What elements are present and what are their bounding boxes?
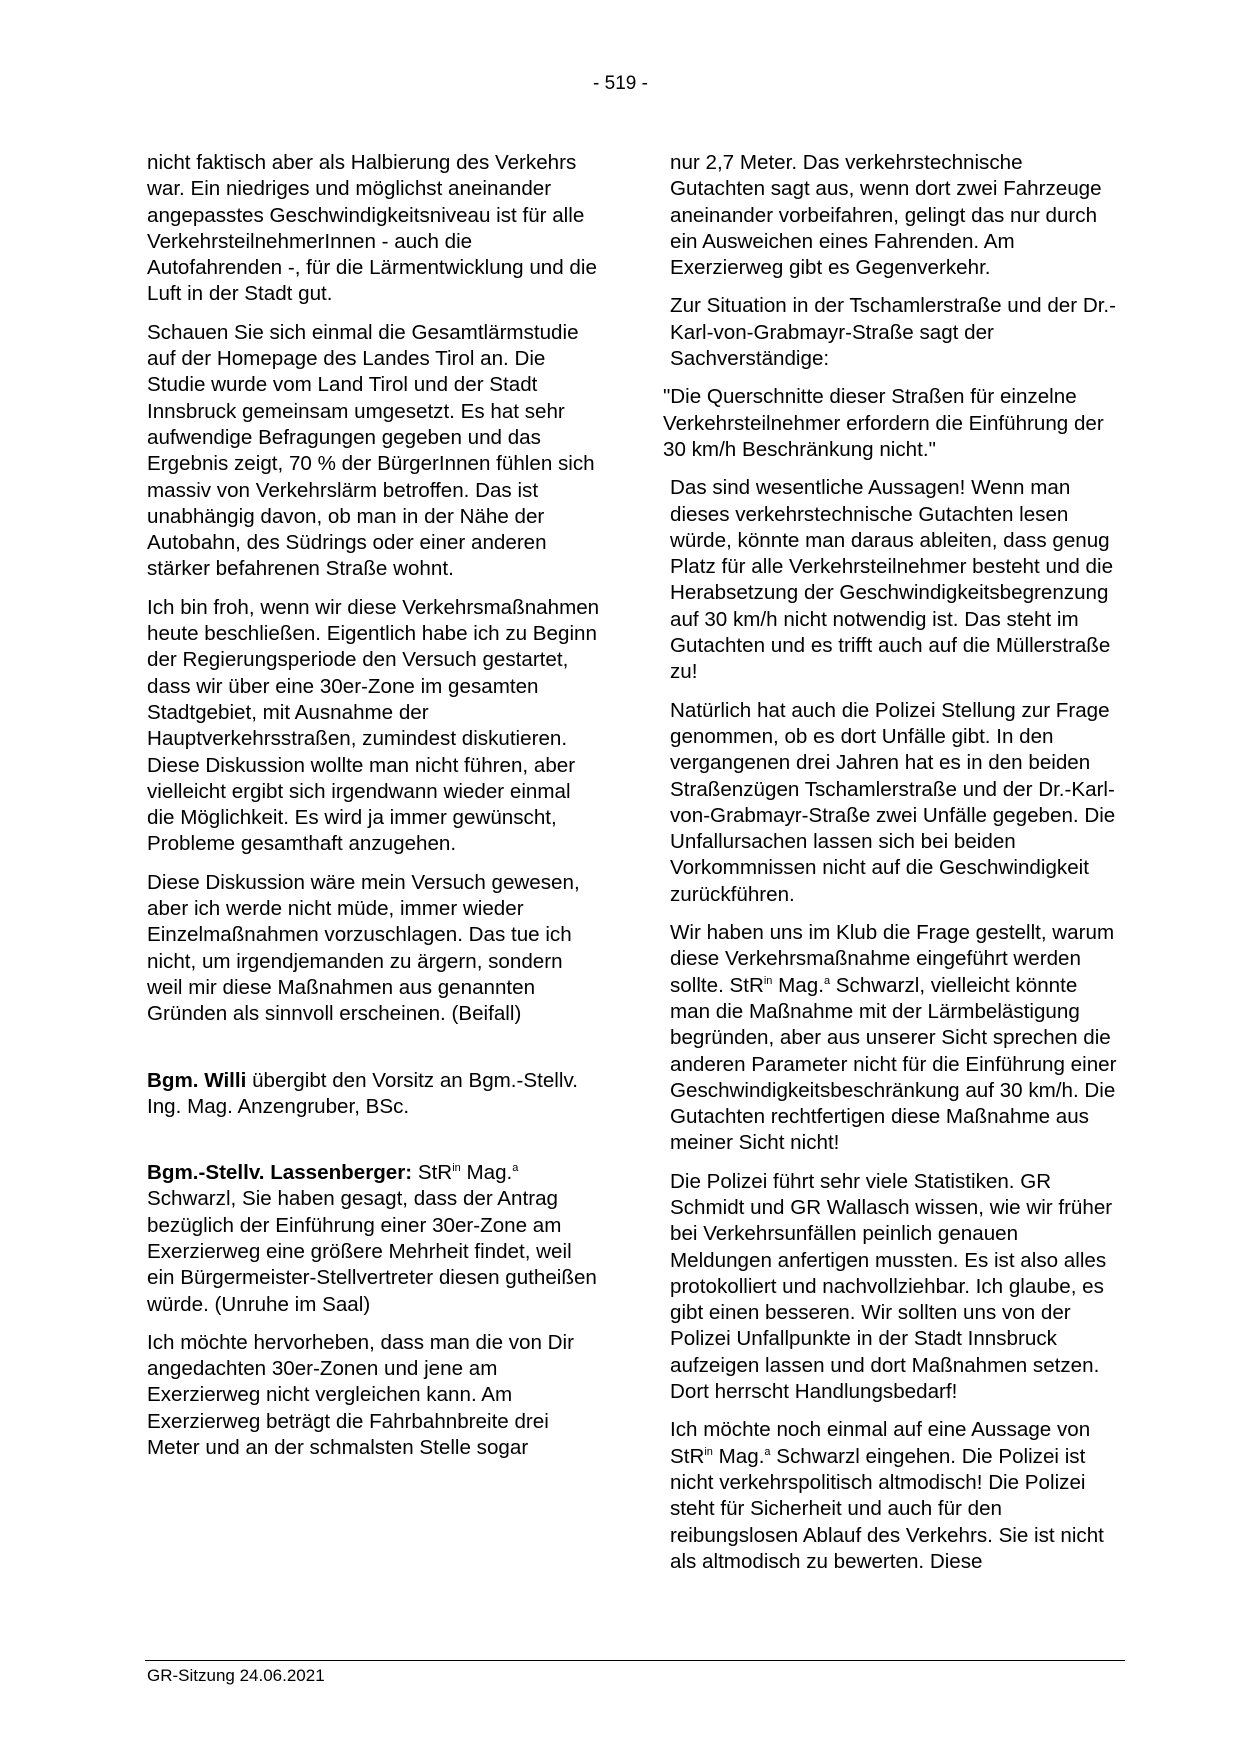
paragraph: Schauen Sie sich einmal die Gesamtlärmstudie auf der Homepage des Landes Tirol an. Die Studie wurde vom Land Tirol und der Stadt Innsbruck gemeinsam umgesetzt. Es hat sehr aufwendige Befragungen gegeben und das Ergebnis zeigt, 70 % der BürgerInnen fühlen sich massiv von Verkehrslärm betroffen. Das ist unabhängig davon, ob man in der Nähe der Autobahn, des Südrings oder einer anderen stärker befahrenen Straße wohnt. [147,320,595,581]
paragraph [670,920,1123,1157]
paragraph: nur 2,7 Meter. Das verkehrstechnische Gutachten sagt aus, wenn dort zwei Fahrzeuge aneinander vorbeifahren, gelingt das nur durch ein Ausweichen eines Fahrenden. Am Exerzierweg gibt es Gegenverkehr. [670,151,1102,280]
paragraph-text: Schwarzl, Sie haben gesagt, dass der Antrag bezüglich der Einführung einer 30er-Zone am Exerzierweg eine größere Mehrheit findet, weil ein Bürgermeister-Stellvertreter diesen gutheißen würde. (Unruhe im Saal) [147,1187,597,1316]
paragraph-text: Mag. [712,1444,765,1468]
paragraph-text: übergibt den Vorsitz an Bgm.-Stellv. Ing. Mag. Anzengruber, BSc. [147,1068,578,1118]
footer-session-date: GR-Sitzung 24.06.2021 [147,1666,325,1685]
speaker-name: Bgm. Willi [147,1068,247,1092]
superscript: a [764,1445,771,1458]
superscript: a [512,1162,519,1175]
paragraph-text: Mag. [772,973,824,997]
paragraph-text: Mag. [460,1161,513,1185]
paragraph-text: Wir haben uns im Klub die Frage gestellt, warum diese Verkehrsmaßnahme eingeführt werden sollte. StR [670,921,1115,997]
paragraph: Diese Diskussion wäre mein Versuch gewesen, aber ich werde nicht müde, immer wieder Einzelmaßnahmen vorzuschlagen. Das tue ich nicht, um irgendjemanden zu ärgern, sondern weil mir diese Maßnahmen aus genannten Gründen als sinnvoll erscheinen. (Beifall) [147,870,580,1026]
paragraph: Die Polizei führt sehr viele Statistiken. GR Schmidt und GR Wallasch wissen, wie wir früher bei Verkehrsunfällen peinlich genauen Meldungen anfertigen mussten. Es ist also alles protokolliert und nachvollziehbar. Ich glaube, es gibt einen besseren. Wir sollten uns von der Polizei Unfallpunkte in der Stadt Innsbruck aufzeigen lassen und dort Maßnahmen setzen. Dort herrscht Handlungsbedarf! [670,1169,1113,1404]
paragraph: Ich möchte hervorheben, dass man die von Dir angedachten 30er-Zonen und jene am Exerzierweg nicht vergleichen kann. Am Exerzierweg beträgt die Fahrbahnbreite drei Meter und an der schmalsten Stelle sogar [147,1330,574,1460]
speech-paragraph [147,1160,600,1318]
paragraph-text: StR [412,1161,453,1185]
paragraph: Ich bin froh, wenn wir diese Verkehrsmaßnahmen heute beschließen. Eigentlich habe ich zu Beginn der Regierungsperiode den Versuch gestartet, dass wir über eine 30er-Zone im gesamten Stadtgebiet, mit Ausnahme der Hauptverkehrsstraßen, zumindest diskutieren. Diese Diskussion wollte man nicht führen, aber vielleicht ergibt sich irgendwann wieder einmal die Möglichkeit. Es wird ja immer gewünscht, Probleme gesamthaft anzugehen. [147,595,600,856]
quote-paragraph: "Die Querschnitte dieser Straßen für einzelne Verkehrsteilnehmer erfordern die Einführung der 30 km/h Beschränkung nicht." [663,385,1104,461]
paragraph-text: Schwarzl, vielleicht könnte man die Maßnahme mit der Lärmbelästigung begründen, aber aus unserer Sicht sprechen die anderen Parameter nicht für die Einführung einer Geschwindigkeitsbeschränkung auf 30 km/h. Die Gutachten rechtfertigen diese Maßnahme aus meiner Sicht nicht! [670,973,1117,1155]
chair-handover-paragraph [147,1068,600,1121]
paragraph: Das sind wesentliche Aussagen! Wenn man dieses verkehrstechnische Gutachten lesen würde, könnte man daraus ableiten, dass genug Platz für alle Verkehrsteilnehmer besteht und die Herabsetzung der Geschwindigkeitsbegrenzung auf 30 km/h nicht notwendig ist. Das steht im Gutachten und es trifft auch auf die Müllerstraße zu! [670,476,1114,684]
speaker-name: Bgm.-Stellv. Lassenberger: [147,1161,413,1185]
paragraph-text: Schwarzl eingehen. Die Polizei ist nicht verkehrspolitisch altmodisch! Die Polizei steht für Sicherheit und auch für den reibungslosen Ablauf des Verkehrs. Sie ist nicht als altmodisch zu bewerten. Diese [670,1444,1104,1573]
superscript: in [704,1445,713,1458]
right-column [663,150,1123,1587]
paragraph: nicht faktisch aber als Halbierung des Verkehrs war. Ein niedriges und möglichst aneinander angepasstes Geschwindigkeitsniveau ist für alle VerkehrsteilnehmerInnen - auch die Autofahrenden -, für die Lärmentwicklung und die Luft in der Stadt gut. [147,151,597,306]
paragraph [670,1417,1123,1575]
page-number: - 519 - [593,73,648,94]
paragraph-text: Ich möchte noch einmal auf eine Aussage von StR [670,1418,1091,1468]
footer-divider [145,1660,1125,1661]
superscript: in [763,974,773,987]
left-column [147,150,600,1473]
superscript: in [452,1162,461,1175]
paragraph: Zur Situation in der Tschamlerstraße und der Dr.-Karl-von-Grabmayr-Straße sagt der Sachverständige: [670,294,1117,371]
paragraph: Natürlich hat auch die Polizei Stellung zur Frage genommen, ob es dort Unfälle gibt. In den vergangenen drei Jahren hat es in den beiden Straßenzügen Tschamlerstraße und der Dr.-Karl-von-Grabmayr-Straße zwei Unfälle gegeben. Die Unfallursachen lassen sich bei beiden Vorkommnissen nicht auf die Geschwindigkeit zurückführen. [670,698,1116,906]
superscript: a [823,974,831,987]
